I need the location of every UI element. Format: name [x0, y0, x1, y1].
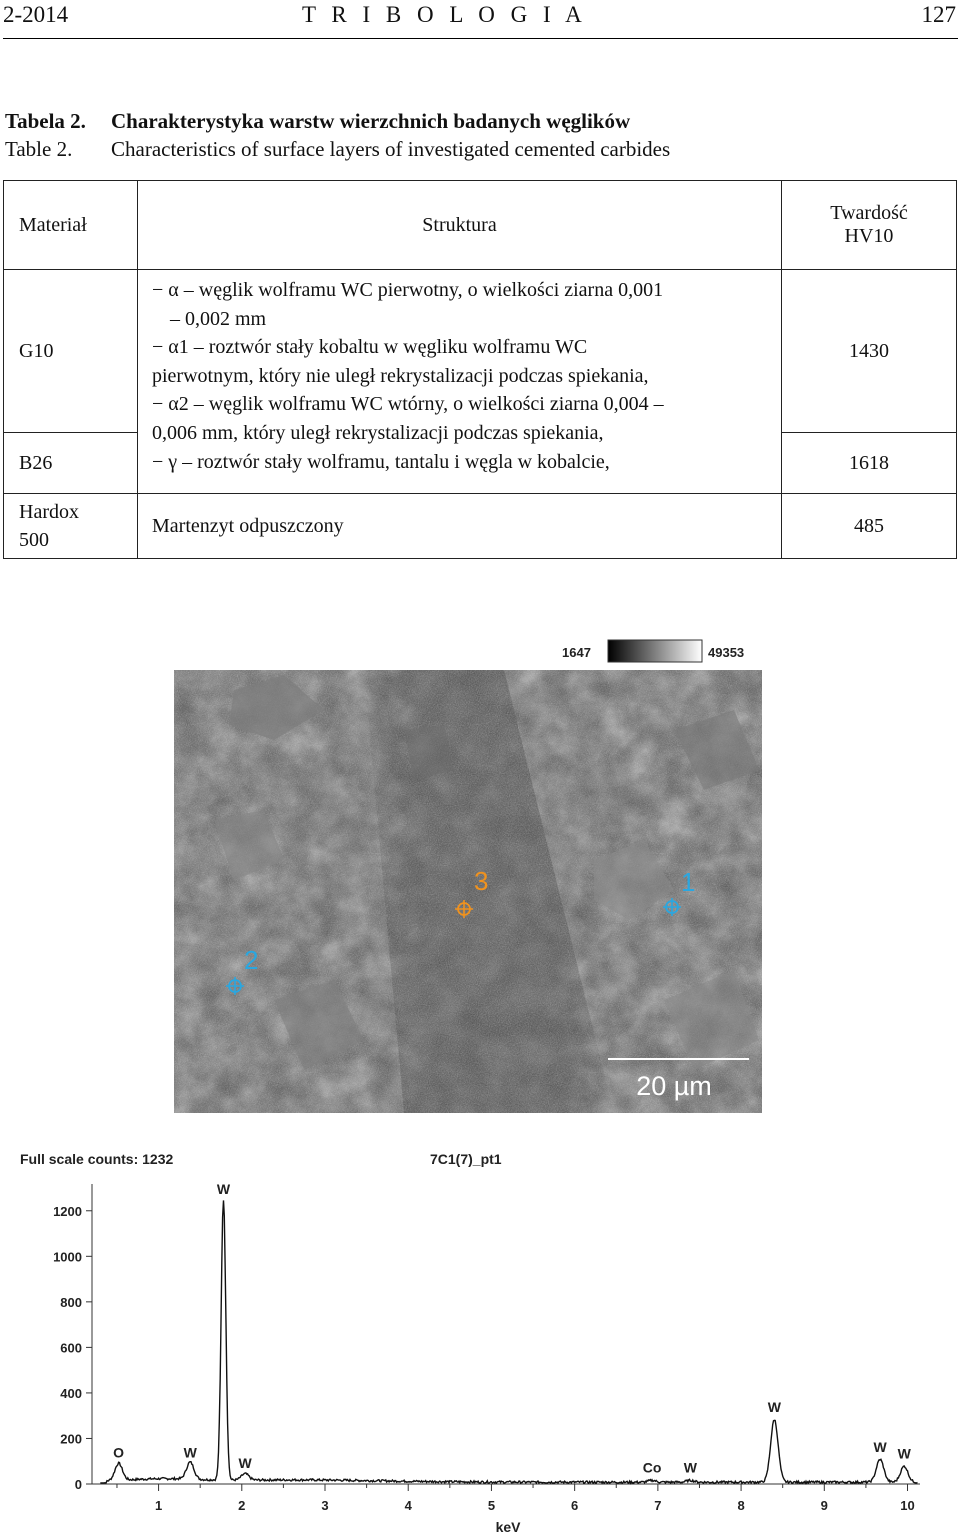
peak-label: Co	[642, 1459, 662, 1476]
peak-label: W	[216, 1181, 231, 1198]
chart-axes	[92, 1184, 920, 1484]
hardness-hardox: 485	[782, 494, 957, 559]
x-tick-label: 9	[820, 1498, 828, 1513]
point-label: 2	[244, 945, 259, 975]
eds-spectrum-chart	[0, 1140, 960, 1534]
y-tick-label: 1200	[53, 1203, 82, 1219]
hardness-label: Twardość	[830, 202, 908, 224]
peak-label: W	[183, 1444, 197, 1461]
page-number: 127	[921, 2, 956, 27]
y-tick-label: 400	[60, 1385, 82, 1401]
spectrum-line	[100, 1200, 917, 1483]
journal-issue: 2-2014	[3, 2, 69, 27]
y-tick-label: 1000	[53, 1249, 82, 1265]
x-tick-label: 4	[404, 1498, 412, 1513]
chart-title: 7C1(7)_pt1	[430, 1151, 502, 1167]
peak-labels	[113, 1181, 911, 1476]
colorbar-gradient	[608, 640, 702, 662]
caption-text-en: Characteristics of surface layers of investigated cemented carbides	[111, 137, 671, 161]
structure-line: − α – węglik wolframu WC pierwotny, o wielkości ziarna 0,001	[152, 279, 664, 301]
x-tick-label: 5	[487, 1498, 496, 1513]
peak-label: W	[683, 1459, 697, 1476]
structure-line: − α2 – węglik wolframu WC wtórny, o wielkości ziarna 0,004 –	[152, 393, 664, 416]
table-row	[4, 270, 957, 433]
header-structure: Struktura	[138, 181, 782, 270]
point-label: 3	[474, 866, 489, 896]
caption-text-pl: Charakterystyka warstw wierzchnich badanych węglików	[111, 109, 631, 133]
hardness-b26: 1618	[782, 433, 957, 494]
header-material: Materiał	[4, 181, 138, 270]
structure-line: – 0,002 mm	[170, 307, 267, 330]
structure-hardox: Martenzyt odpuszczony	[138, 494, 782, 559]
x-tick-label: 3	[321, 1498, 329, 1513]
y-tick-label: 0	[74, 1477, 82, 1492]
material-g10: G10	[4, 270, 138, 433]
header-hardness	[782, 181, 957, 270]
x-tick-label: 2	[238, 1498, 246, 1513]
structure-line: − γ – roztwór stały wolframu, tantalu i węgla w kobalcie,	[152, 450, 610, 473]
x-tick-label: 6	[571, 1498, 579, 1513]
caption-label-pl: Tabela 2.	[5, 109, 86, 133]
material-hardox	[4, 494, 138, 559]
colorbar-max: 49353	[708, 645, 745, 660]
sem-colorbar	[560, 638, 760, 664]
colorbar-min: 1647	[562, 645, 591, 660]
material-b26: B26	[4, 433, 138, 494]
x-tick-label: 1	[154, 1498, 163, 1513]
page-header	[0, 0, 960, 40]
structure-line: pierwotnym, który nie uległ rekrystalizacji podczas spiekania,	[152, 364, 649, 387]
table-caption-en	[5, 137, 670, 162]
peak-label: W	[767, 1398, 781, 1415]
structure-line: 0,006 mm, który uległ rekrystalizacji podczas spiekania,	[152, 421, 604, 444]
chart-subtitle: Full scale counts: 1232	[20, 1151, 174, 1167]
table-row	[4, 494, 957, 559]
peak-label: O	[113, 1444, 125, 1461]
x-tick-label: 10	[900, 1498, 915, 1513]
table-caption-pl	[5, 109, 630, 134]
sem-micrograph	[174, 670, 762, 1113]
point-label: 1	[681, 867, 696, 897]
peak-label: W	[238, 1455, 252, 1472]
journal-title: T R I B O L O G I A	[302, 2, 587, 27]
material-hardox-grade: 500	[19, 529, 49, 551]
y-tick-label: 600	[60, 1340, 82, 1356]
hardness-g10: 1430	[782, 270, 957, 433]
peak-label: W	[897, 1445, 911, 1462]
scale-bar-label: 20 µm	[636, 1071, 712, 1101]
chart-ticks	[53, 1204, 915, 1513]
x-tick-label: 7	[654, 1498, 662, 1513]
structure-line: − α1 – roztwór stały kobaltu w węgliku wolframu WC	[152, 336, 588, 359]
x-axis-label: keV	[495, 1519, 521, 1534]
caption-label-en: Table 2.	[5, 137, 73, 161]
sem-noise	[174, 670, 762, 1113]
y-tick-label: 200	[60, 1431, 82, 1447]
table-header-row	[4, 181, 957, 270]
characteristics-table	[3, 180, 957, 559]
header-rule	[3, 38, 958, 39]
y-tick-label: 800	[60, 1294, 82, 1310]
structure-description	[138, 270, 782, 494]
material-hardox-name: Hardox	[19, 501, 79, 523]
x-tick-label: 8	[737, 1498, 745, 1513]
peak-label: W	[873, 1438, 887, 1455]
hardness-unit: HV10	[844, 225, 894, 247]
